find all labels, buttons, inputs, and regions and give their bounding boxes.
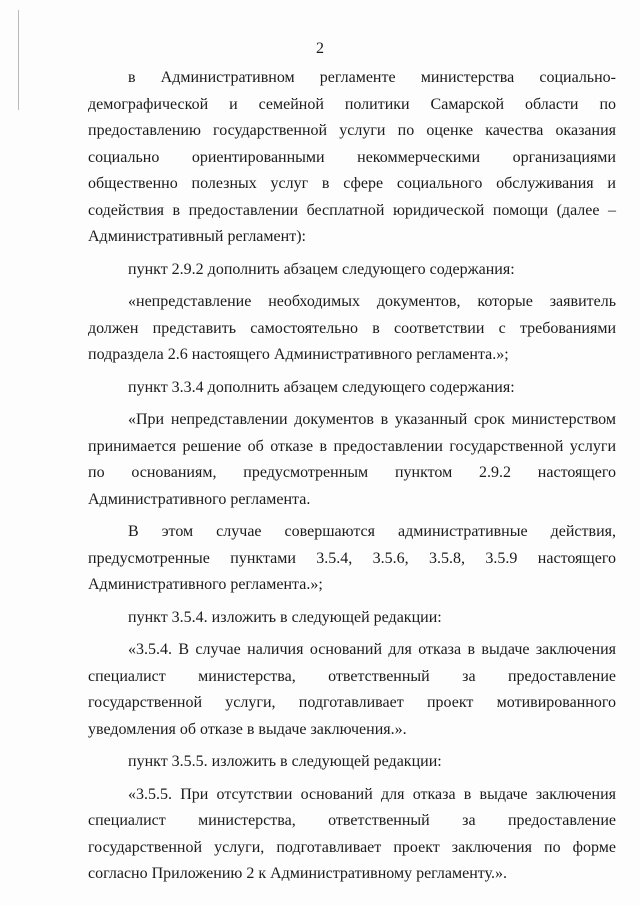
scan-edge-line [18, 10, 19, 110]
paragraph-item-3-5-4: пункт 3.5.4. изложить в следующей редакции: [128, 608, 442, 626]
paragraph-quote-3-5-4: «3.5.4. В случае наличия оснований для отказа в выдаче заключения специалист министерства, ответственный за предоставление государственной услуги, подготавливает проект мотивированного уведомления об отказе в выдаче заключения.». [88, 641, 616, 738]
document-body [88, 65, 616, 888]
paragraph-quote-3-3-4: «При непредставлении документов в указанный срок министерством принимается решение об отказе в предоставлении государственной услуги по основаниям, предусмотренным пунктом 2.9.2 настоящего Административного регламента. [88, 411, 616, 508]
paragraph-item-3-3-4: пункт 3.3.4 дополнить абзацем следующего содержания: [128, 378, 515, 396]
paragraph-intro: в Административном регламенте министерства социально-демографической и семейной политики Самарской области по предоставлению государственной услуги по оценке качества оказания социально ориентированными некоммерческими организациями общественно полезных услуг в сфере социального обслуживания и содействия в предоставлении бесплатной юридической помощи (далее – Административный регламент): [88, 69, 616, 245]
page-number: 2 [316, 40, 324, 57]
paragraph-quote-3-5-5: «3.5.5. При отсутствии оснований для отказа в выдаче заключения специалист министерства, ответственный за предоставление государственной услуги, подготавливает проект заключения по форме согласно Приложению 2 к Административному регламенту.». [88, 785, 616, 882]
paragraph-item-3-5-5: пункт 3.5.5. изложить в следующей редакции: [128, 753, 442, 770]
paragraph-item-2-9-2: пункт 2.9.2 дополнить абзацем следующего содержания: [128, 260, 515, 278]
paragraph-quote-2-9-2: «непредставление необходимых документов, которые заявитель должен представить самостоятельно в соответствии с требованиями подраздела 2.6 настоящего Административного регламента.»; [88, 293, 616, 363]
paragraph-case-actions: В этом случае совершаются административные действия, предусмотренные пунктами 3.5.4, 3.5.6, 3.5.8, 3.5.9 настоящего Административного регламента.»; [88, 523, 616, 593]
